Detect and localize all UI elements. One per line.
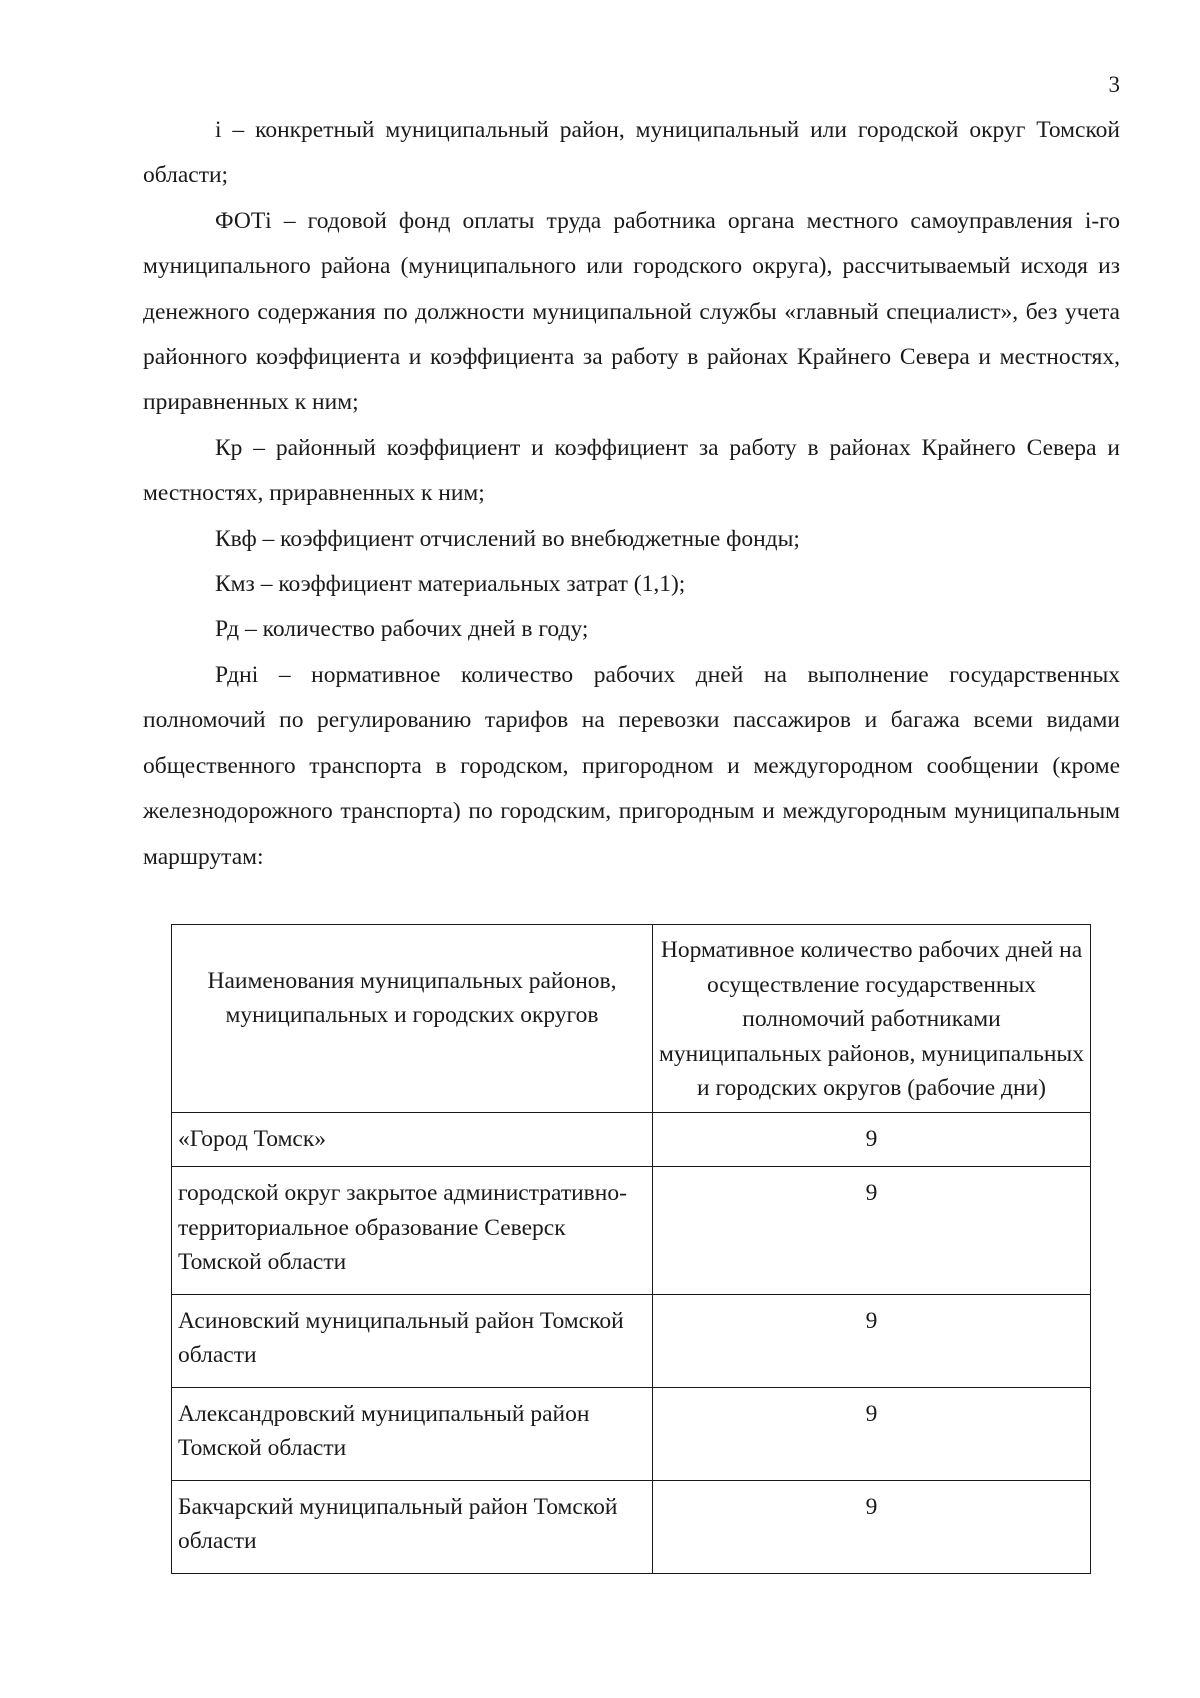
working-days-cell: 9 — [653, 1167, 1091, 1295]
table-row — [172, 1294, 1091, 1387]
municipality-name-cell: городской округ закрытое административно-территориальное образование Северск Томской области — [172, 1167, 653, 1295]
table-row — [172, 1480, 1091, 1573]
municipality-name-cell: Александровский муниципальный район Томской области — [172, 1387, 653, 1480]
body-text — [143, 108, 1120, 880]
paragraph-kr-definition: Кр – районный коэффициент и коэффициент за работу в районах Крайнего Севера и местностях, приравненных к ним; — [143, 434, 1120, 507]
paragraph-kmz-definition: Кмз – коэффициент материальных затрат (1,1); — [215, 571, 686, 598]
paragraph-kvf-definition: Квф – коэффициент отчислений во внебюджетные фонды; — [215, 525, 800, 552]
table-row — [172, 1112, 1091, 1167]
paragraph-rdni-definition: Рдні – нормативное количество рабочих дней на выполнение государственных полномочий по регулированию тарифов на перевозки пассажиров и багажа всеми видами общественного транспорта в городском, пригородном и междугородном сообщении (кроме железнодорожного транспорта) по городским, пригородным и междугородным муниципальным маршрутам: — [143, 661, 1120, 870]
paragraph-i-definition: i – конкретный муниципальный район, муниципальный или городской округ Томской области; — [143, 117, 1120, 189]
working-days-cell: 9 — [653, 1294, 1091, 1387]
municipality-name-cell: Бакчарский муниципальный район Томской области — [172, 1480, 653, 1573]
municipality-name-cell: Асиновский муниципальный район Томской области — [172, 1294, 653, 1387]
paragraph-fot-definition: ФОТi – годовой фонд оплаты труда работника органа местного самоуправления i-го муниципального района (муниципального или городского округа), рассчитываемый исходя из денежного содержания по должности муниципальной службы «главный специалист», без учета районного коэффициента и коэффициента за работу в районах Крайнего Севера и местностях, приравненных к ним; — [143, 207, 1120, 416]
table-row — [172, 1167, 1091, 1295]
working-days-table — [171, 924, 1091, 1574]
working-days-cell: 9 — [653, 1480, 1091, 1573]
header-working-days: Нормативное количество рабочих дней на осуществление государственных полномочий работниками муниципальных районов, муниципальных и городских округов (рабочие дни) — [653, 925, 1091, 1113]
municipality-name-cell: «Город Томск» — [172, 1112, 653, 1167]
page-number: 3 — [1108, 72, 1120, 97]
header-municipality-name: Наименования муниципальных районов, муниципальных и городских округов — [172, 925, 653, 1113]
working-days-cell: 9 — [653, 1112, 1091, 1167]
table-header-row — [172, 925, 1091, 1113]
working-days-cell: 9 — [653, 1387, 1091, 1480]
table-row — [172, 1387, 1091, 1480]
paragraph-rd-definition: Рд – количество рабочих дней в году; — [215, 616, 589, 643]
